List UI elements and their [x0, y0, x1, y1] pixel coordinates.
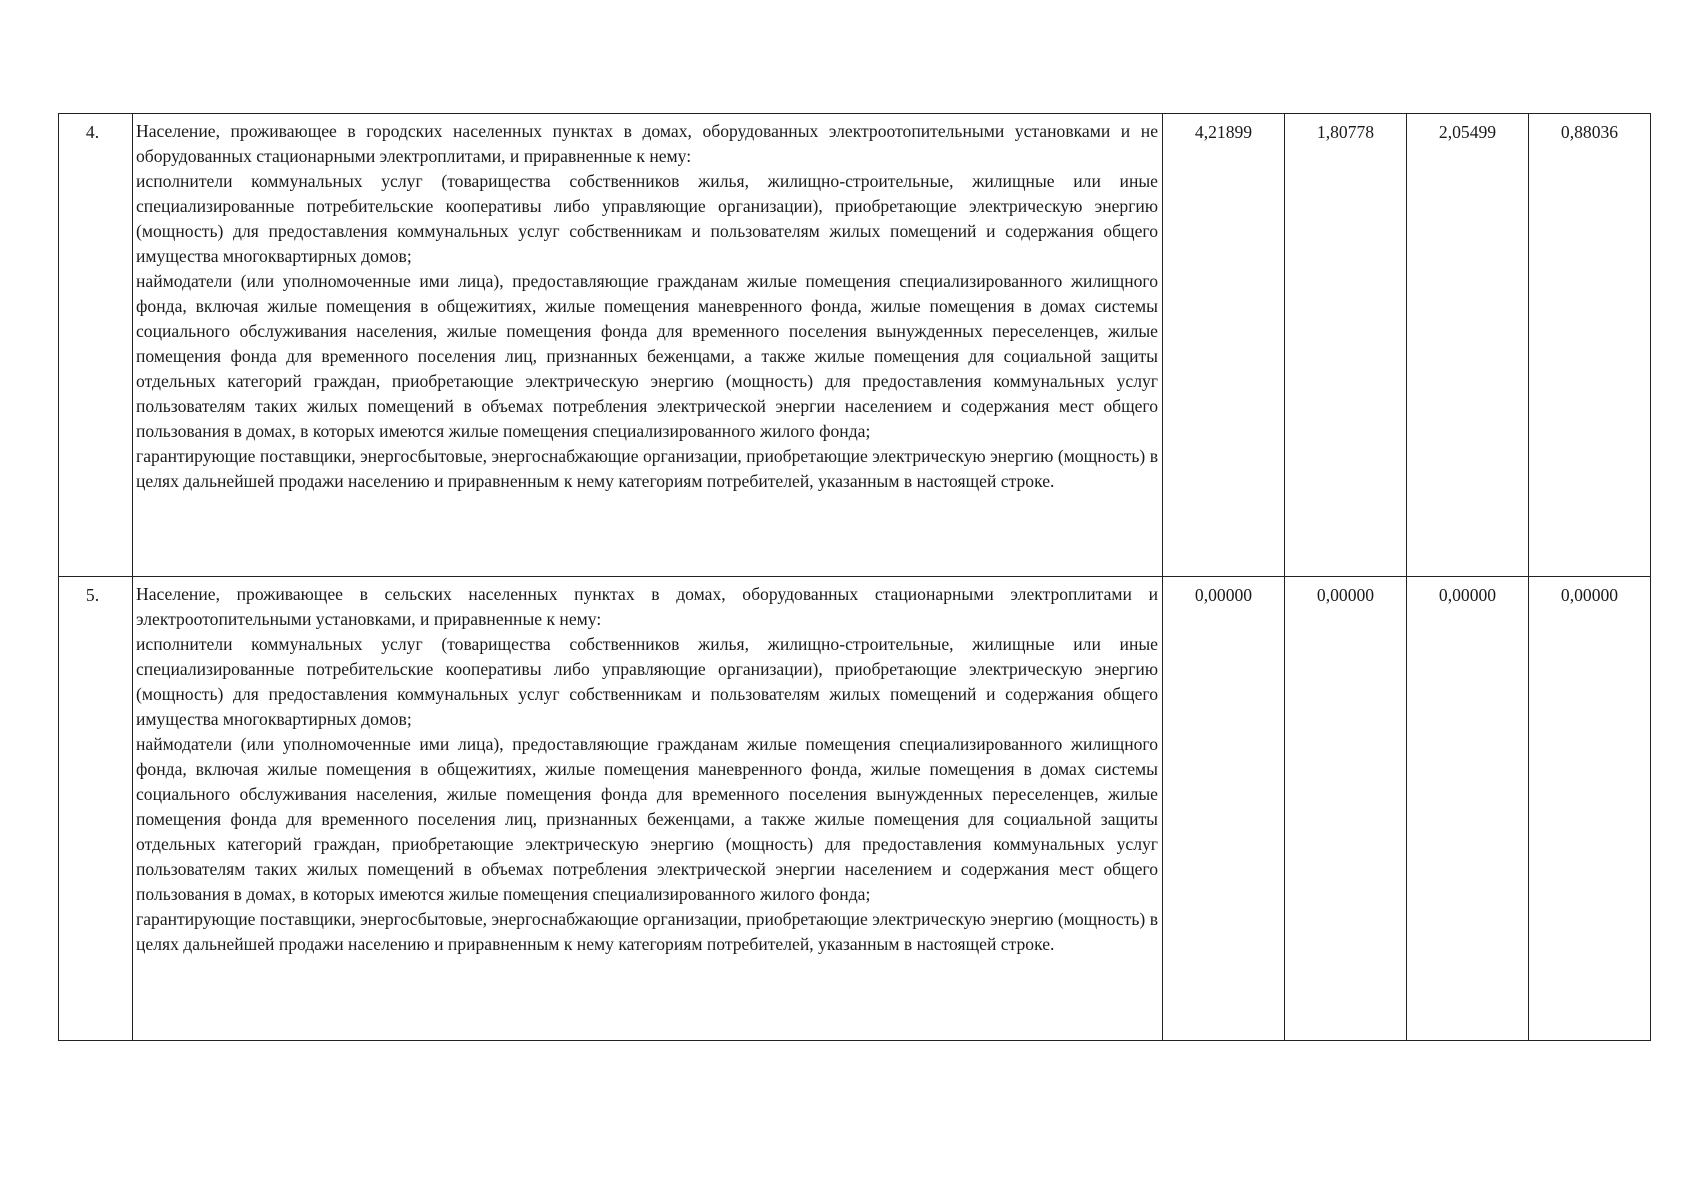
row-number: 5.: [59, 577, 133, 1041]
tariff-table: [58, 113, 1651, 1041]
row-description: [133, 114, 1163, 577]
description-paragraph: гарантирующие поставщики, энергосбытовые, энергоснабжающие организации, приобретающие электрическую энергию (мощность) в целях дальнейшей продажи населению и приравненным к нему категориям потребителей, указанным в настоящей строке.: [136, 909, 1158, 954]
description-paragraph: Население, проживающее в сельских населенных пунктах в домах, оборудованных стационарными электроплитами и электроотопительными установками, и приравненные к нему:: [136, 584, 1158, 629]
description-paragraph: наймодатели (или уполномоченные ими лица), предоставляющие гражданам жилые помещения специализированного жилищного фонда, включая жилые помещения в общежитиях, жилые помещения маневренного фонда, жилые помещения в домах системы социального обслуживания населения, жилые помещения фонда для временного поселения вынужденных переселенцев, жилые помещения фонда для временного поселения лиц, признанных беженцами, а также жилые помещения для социальной защиты отдельных категорий граждан, приобретающие электрическую энергию (мощность) для предоставления коммунальных услуг пользователям таких жилых помещений в объемах потребления электрической энергии населением и содержания мест общего пользования в домах, в которых имеются жилые помещения специализированного жилого фонда;: [136, 271, 1158, 441]
tariff-value: 2,05499: [1407, 114, 1529, 577]
description-paragraph: гарантирующие поставщики, энергосбытовые, энергоснабжающие организации, приобретающие электрическую энергию (мощность) в целях дальнейшей продажи населению и приравненным к нему категориям потребителей, указанным в настоящей строке.: [136, 446, 1158, 491]
description-paragraph: Население, проживающее в городских населенных пунктах в домах, оборудованных электроотопительными установками и не оборудованных стационарными электроплитами, и приравненные к нему:: [136, 121, 1158, 166]
tariff-value: 4,21899: [1163, 114, 1285, 577]
tariff-value: 0,88036: [1529, 114, 1651, 577]
table-row: [59, 577, 1651, 1041]
description-paragraph: исполнители коммунальных услуг (товарищества собственников жилья, жилищно-строительные, жилищные или иные специализированные потребительские кооперативы либо управляющие организации), приобретающие электрическую энергию (мощность) для предоставления коммунальных услуг собственникам и пользователям жилых помещений и содержания общего имущества многоквартирных домов;: [136, 171, 1158, 266]
tariff-value: 0,00000: [1163, 577, 1285, 1041]
table-row: [59, 114, 1651, 577]
tariff-value: 0,00000: [1529, 577, 1651, 1041]
tariff-value: 0,00000: [1407, 577, 1529, 1041]
row-number: 4.: [59, 114, 133, 577]
row-description: [133, 577, 1163, 1041]
description-paragraph: наймодатели (или уполномоченные ими лица), предоставляющие гражданам жилые помещения специализированного жилищного фонда, включая жилые помещения в общежитиях, жилые помещения маневренного фонда, жилые помещения в домах системы социального обслуживания населения, жилые помещения фонда для временного поселения вынужденных переселенцев, жилые помещения фонда для временного поселения лиц, признанных беженцами, а также жилые помещения для социальной защиты отдельных категорий граждан, приобретающие электрическую энергию (мощность) для предоставления коммунальных услуг пользователям таких жилых помещений в объемах потребления электрической энергии населением и содержания мест общего пользования в домах, в которых имеются жилые помещения специализированного жилого фонда;: [136, 734, 1158, 904]
tariff-value: 0,00000: [1285, 577, 1407, 1041]
description-paragraph: исполнители коммунальных услуг (товарищества собственников жилья, жилищно-строительные, жилищные или иные специализированные потребительские кооперативы либо управляющие организации), приобретающие электрическую энергию (мощность) для предоставления коммунальных услуг собственникам и пользователям жилых помещений и содержания общего имущества многоквартирных домов;: [136, 634, 1158, 729]
tariff-value: 1,80778: [1285, 114, 1407, 577]
